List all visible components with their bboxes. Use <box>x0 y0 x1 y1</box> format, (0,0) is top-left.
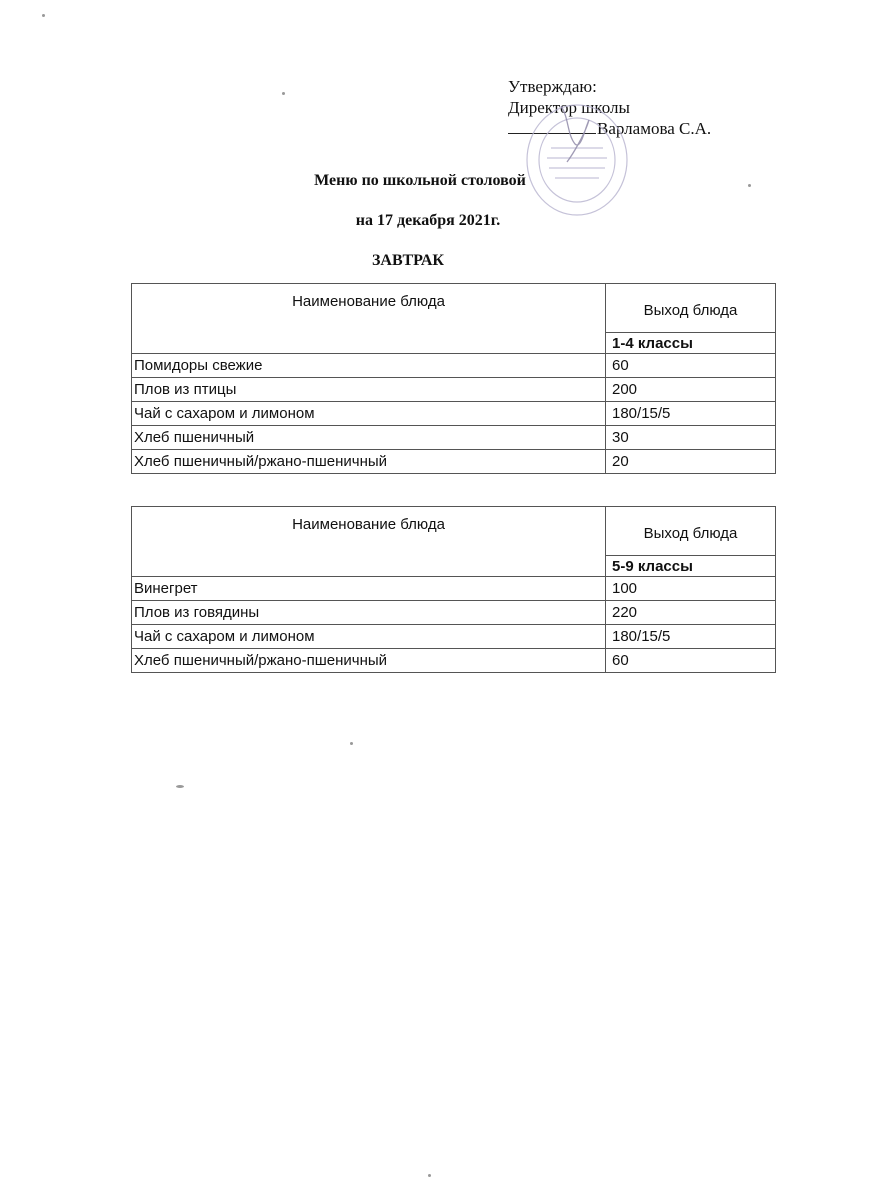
meal-title: ЗАВТРАК <box>371 252 444 269</box>
dish-output: 180/15/5 <box>606 625 776 649</box>
table-row <box>132 625 776 649</box>
table-header-row <box>132 507 776 556</box>
approval-position: Директор школы <box>508 98 630 117</box>
dish-name: Чай с сахаром и лимоном <box>132 402 606 426</box>
dish-name: Чай с сахаром и лимоном <box>132 625 606 649</box>
column-header-output: Выход блюда <box>606 507 776 556</box>
table-row <box>132 577 776 601</box>
menu-table-grades-5-9 <box>131 506 776 673</box>
table-row <box>132 649 776 673</box>
grade-label: 1-4 классы <box>606 333 776 354</box>
scan-speck <box>350 742 353 745</box>
scan-speck <box>176 785 184 788</box>
table-row <box>132 426 776 450</box>
dish-name: Хлеб пшеничный/ржано-пшеничный <box>132 649 606 673</box>
grade-label: 5-9 классы <box>606 556 776 577</box>
approval-label: Утверждаю: <box>508 77 597 96</box>
table-row <box>132 450 776 474</box>
scan-speck <box>282 92 285 95</box>
dish-name: Хлеб пшеничный/ржано-пшеничный <box>132 450 606 474</box>
table-header-row <box>132 284 776 333</box>
menu-date: на 17 декабря 2021г. <box>355 212 501 229</box>
dish-name: Плов из говядины <box>132 601 606 625</box>
dish-output: 30 <box>606 426 776 450</box>
dish-output: 180/15/5 <box>606 402 776 426</box>
dish-output: 200 <box>606 378 776 402</box>
dish-name: Винегрет <box>132 577 606 601</box>
scan-speck <box>748 184 751 187</box>
column-header-output: Выход блюда <box>606 284 776 333</box>
table-row <box>132 601 776 625</box>
scan-speck <box>428 1174 431 1177</box>
school-stamp <box>523 98 631 218</box>
dish-output: 100 <box>606 577 776 601</box>
dish-name: Хлеб пшеничный <box>132 426 606 450</box>
dish-output: 60 <box>606 649 776 673</box>
dish-output: 220 <box>606 601 776 625</box>
dish-name: Помидоры свежие <box>132 354 606 378</box>
dish-output: 20 <box>606 450 776 474</box>
dish-name: Плов из птицы <box>132 378 606 402</box>
approval-signer: Варламова С.А. <box>597 119 712 138</box>
table-row <box>132 402 776 426</box>
table-row <box>132 354 776 378</box>
scan-speck <box>42 14 45 17</box>
menu-table-grades-1-4 <box>131 283 776 474</box>
menu-title: Меню по школьной столовой <box>314 172 526 189</box>
dish-output: 60 <box>606 354 776 378</box>
column-header-dish: Наименование блюда <box>132 507 606 577</box>
column-header-dish: Наименование блюда <box>132 284 606 354</box>
table-row <box>132 378 776 402</box>
